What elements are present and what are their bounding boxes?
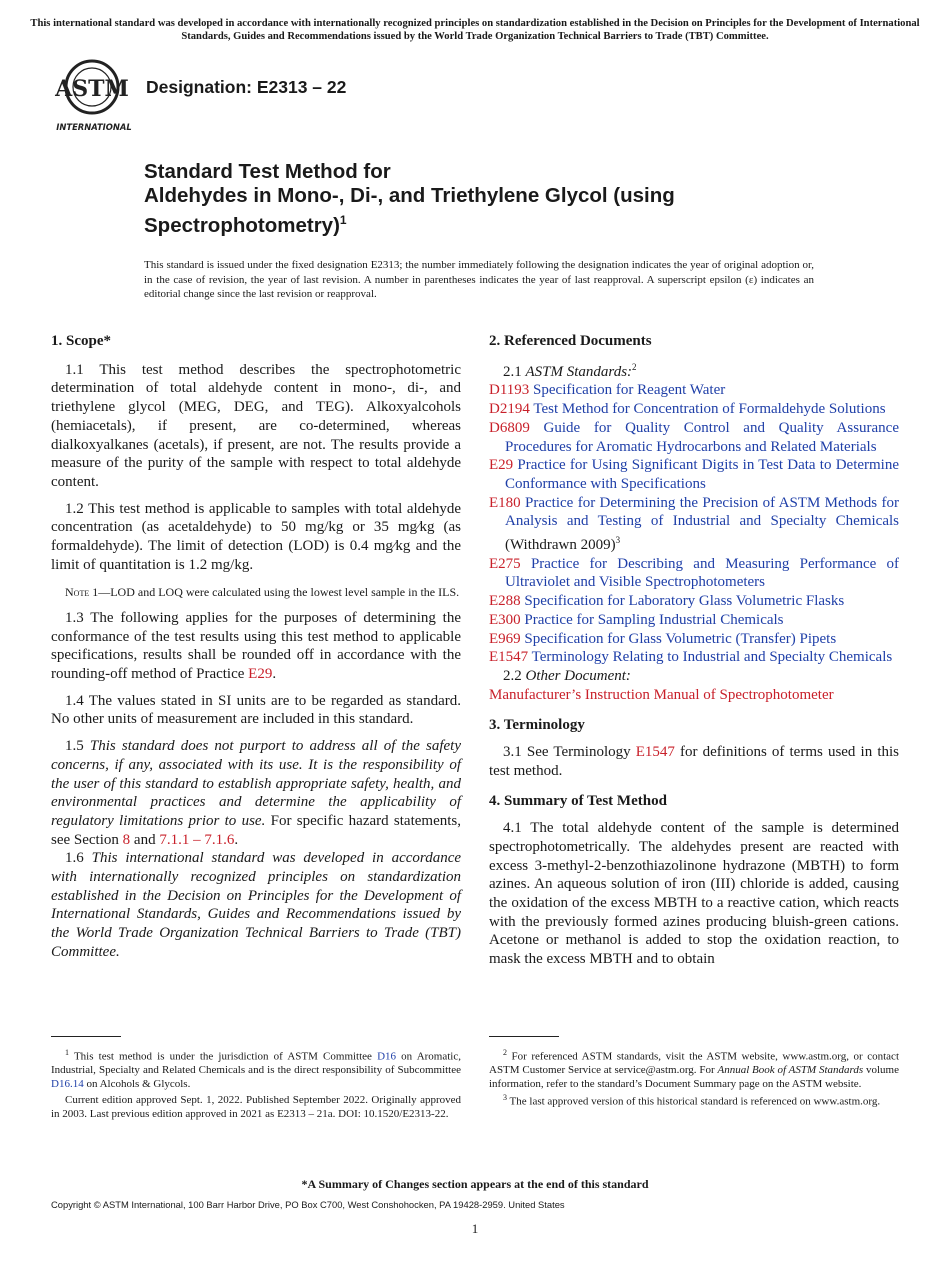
link-e29[interactable]: E29 [248, 666, 273, 683]
astm-logo [52, 55, 136, 133]
scope-1-3-text: 1.3 The following applies for the purposes of determining the conformance of the test results using this test method to applicable specifications, results shall be rounded off in accordance with the rounding-off method of Practice [51, 609, 461, 683]
ref-code[interactable]: D2194 [489, 401, 530, 418]
fn1-text: This test method is under the jurisdiction of ASTM Committee [69, 1050, 378, 1063]
fn2-text: For referenced ASTM standards, visit the ASTM website, www.astm.org, or contact ASTM Customer Service at service@astm.org. For [489, 1050, 899, 1077]
ref-title[interactable]: Specification for Reagent Water [533, 382, 726, 399]
term-3-1-text: 3.1 See Terminology [503, 744, 636, 761]
note-1 [51, 585, 461, 600]
ref-item[interactable] [489, 494, 899, 555]
fn2-end: volume information, refer to the standard’s Document Summary page on the ASTM website. [489, 1064, 899, 1090]
ref-code[interactable]: D1193 [489, 382, 530, 399]
fn3-sup: 3 [503, 1093, 507, 1103]
term-3-1-end: for definitions of terms used in this test method. [489, 744, 899, 779]
referenced-heading: 2. Referenced Documents [489, 333, 652, 349]
scope-1-5 [51, 737, 461, 849]
ref-item[interactable] [489, 630, 899, 649]
ref-item[interactable] [489, 611, 899, 630]
ref-extra: (Withdrawn 2009) [505, 537, 616, 554]
summary-heading: 4. Summary of Test Method [489, 793, 667, 810]
ref-code[interactable]: E29 [489, 457, 514, 474]
ref-item[interactable] [489, 381, 899, 400]
page-number: 1 [471, 1221, 479, 1236]
link-section-8[interactable]: 8 [122, 831, 131, 848]
scope-1-2: 1.2 This test method is applicable to samples with total aldehyde concentration (as acetaldehyde) to 50 mg/kg or 35 mg⁄kg (as formaldehyde). The limit of detection (LOD) is 0.4 mg⁄kg and the limit of quantitation is 1.2 mg/kg. [51, 500, 461, 573]
note-label: Note 1 [65, 585, 99, 600]
ref-item[interactable] [489, 456, 899, 493]
logo-word: INTERNATIONAL [56, 122, 132, 132]
referenced-2-1 [489, 358, 899, 382]
ref-code[interactable]: E1547 [489, 649, 529, 666]
left-column [51, 332, 461, 962]
ref-code[interactable]: E275 [489, 555, 521, 572]
ref-title[interactable]: Test Method for Concentration of Formaldehyde Solutions [533, 401, 886, 418]
ref-title[interactable]: Guide for Quality Control and Quality Assurance Procedures for Aromatic Hydrocarbons and Related Materials [505, 419, 899, 455]
title-footnote-ref[interactable]: 1 [339, 213, 347, 227]
title-line-2: Aldehydes in Mono-, Di-, and Triethylene Glycol (using Spectrophotometry) [144, 184, 675, 237]
scope-1-5-italic: This standard does not purport to address all of the safety concerns, if any, associated with its use. It is the responsibility of the user of this standard to establish appropriate safety, health, and environmental practices and determine the applicability of regulatory limitations prior to use. [51, 738, 462, 829]
scope-1-5-end: . [234, 831, 239, 848]
ref-code[interactable]: E288 [489, 593, 521, 610]
footnotes-right [489, 1046, 899, 1109]
fn2-sup: 2 [503, 1048, 507, 1057]
fn2-italic: Annual Book of ASTM Standards [717, 1064, 864, 1077]
footnote-3 [489, 1091, 899, 1109]
scope-1-3-end: . [272, 666, 277, 683]
right-column [489, 332, 899, 969]
ref-2-1-sup[interactable]: 2 [632, 361, 637, 372]
ref-title[interactable]: Practice for Sampling Industrial Chemicals [524, 611, 784, 628]
ref-2-2-label: Other Document: [525, 667, 631, 684]
link-7-1-1[interactable]: 7.1.1 – 7.1.6 [159, 831, 235, 848]
ref-item[interactable] [489, 648, 899, 667]
scope-1-1: 1.1 This test method describes the spectrophotometric determination of total aldehyde content in mono-, di-, and triethylene glycol (MEG, DEG, and TEG). Alkoxyalcohols (hemiacetals), if present, are co-determined, whereas dialkoxyalkanes (acetals), if present, are not. The results provide a measure of the purity of the sample with respect to total aldehyde content. [51, 361, 461, 490]
ref-title[interactable]: Specification for Glass Volumetric (Transfer) Pipets [524, 630, 837, 647]
designation: Designation: E2313 – 22 [146, 77, 347, 97]
ref-item[interactable] [489, 419, 899, 456]
ref-title[interactable]: Specification for Laboratory Glass Volumetric Flasks [524, 593, 845, 610]
ref-2-1-label: ASTM Standards: [525, 363, 633, 380]
fn1-sup: 1 [65, 1048, 69, 1057]
top-note: This international standard was developed in accordance with internationally recognized principles on standardization established in the Decision on Principles for the Development of International Standards, Guides and Recommendations issued by the World Trade Organization Technical Barriers to Trade (TBT) Committee. [30, 18, 920, 42]
fn1-mid: on Aromatic, Industrial, Specialty and Related Chemicals and is the direct responsibility of Subcommittee [51, 1050, 461, 1077]
fn3-text: The last approved version of this historical standard is referenced on www.astm.org. [507, 1095, 881, 1108]
link-d16-14[interactable]: D16.14 [51, 1077, 84, 1090]
scope-heading: 1. Scope* [51, 333, 111, 349]
other-document-link[interactable]: Manufacturer’s Instruction Manual of Spectrophotometer [489, 686, 834, 703]
ref-item[interactable] [489, 555, 899, 592]
summary-4-1: 4.1 The total aldehyde content of the sample is determined spectrophotometrically. The aldehydes present are reacted with excess 3-methyl-2-benzothiazolinone hydrazone (MBTH) to form azines. An aqueous solution of iron (III) chloride is added, causing the oxidation of the excess MBTH to a reactive cation, which reacts with the previously formed azines producing bluish-green cations. Acetone or methanol is added to stop the oxidation reaction, to mask the excess MBTH and to obtain [489, 820, 899, 968]
link-d16[interactable]: D16 [377, 1050, 397, 1063]
logo-letters: ASTM [55, 76, 129, 102]
referenced-2-2 [489, 667, 899, 686]
page-title [144, 160, 864, 238]
terminology-heading: 3. Terminology [489, 717, 585, 734]
scope-1-5-num: 1.5 [65, 738, 90, 755]
scope-1-4: 1.4 The values stated in SI units are to be regarded as standard. No other units of measurement are included in this standard. [51, 692, 461, 728]
ref-title[interactable]: Practice for Describing and Measuring Performance of Ultraviolet and Visible Spectrophotometers [505, 555, 900, 591]
ref-title[interactable]: Practice for Using Significant Digits in Test Data to Determine Conformance with Specifications [505, 457, 900, 492]
ref-title[interactable]: Terminology Relating to Industrial and Specialty Chemicals [531, 649, 893, 666]
ref-code[interactable]: E969 [489, 630, 521, 647]
footnote-rule-right [489, 1036, 559, 1037]
ref-code[interactable]: D6809 [489, 419, 530, 436]
footnotes-left [51, 1046, 461, 1121]
footnote-1-current: Current edition approved Sept. 1, 2022. Published September 2022. Originally approved in 2003. Last previous edition approved in 2021 as E2313 – 21a. DOI: 10.1520/E2313-22. [51, 1094, 461, 1120]
terminology-3-1 [489, 743, 899, 780]
scope-1-5-text: For specific hazard statements, see Section [51, 812, 461, 848]
note-text: —LOD and LOQ were calculated using the lowest level sample in the ILS. [98, 585, 460, 600]
ref-2-1-num: 2.1 [503, 363, 526, 380]
ref-item[interactable] [489, 400, 899, 419]
copyright: Copyright © ASTM International, 100 Barr Harbor Drive, PO Box C700, West Conshohocken, PA 19428-2959. United States [51, 1199, 565, 1210]
issued-statement: This standard is issued under the fixed designation E2313; the number immediately following the designation indicates the year of original adoption or, in the case of revision, the year of last revision. A number in parentheses indicates the year of last reapproval. A superscript epsilon (ε) indicates an editorial change since the last revision or reapproval. [144, 259, 814, 300]
summary-of-changes-note: *A Summary of Changes section appears at the end of this standard [301, 1177, 649, 1191]
scope-1-6-italic: This international standard was developed in accordance with internationally recognized principles on standardization established in the Decision on Principles for the Development of International Standards, Guides and Recommendations issued by the World Trade Organization Technical Barriers to Trade (TBT) Committee. [51, 850, 462, 960]
fn1-end: on Alcohols & Glycols. [83, 1077, 191, 1090]
link-e1547-term[interactable]: E1547 [635, 744, 675, 761]
ref-footnote-sup[interactable]: 3 [615, 535, 621, 546]
scope-1-6-num: 1.6 [65, 850, 92, 867]
scope-1-3 [51, 609, 461, 684]
footnote-2 [489, 1046, 899, 1091]
ref-item[interactable] [489, 592, 899, 611]
referenced-list [489, 381, 899, 667]
ref-code[interactable]: E300 [489, 611, 521, 628]
footnote-rule-left [51, 1036, 121, 1037]
scope-1-5-and: and [130, 831, 160, 848]
ref-title[interactable]: Practice for Determining the Precision of ASTM Methods for Analysis and Testing of Industrial and Specialty Chemicals [505, 494, 899, 530]
ref-code[interactable]: E180 [489, 494, 521, 511]
ref-2-2-num: 2.2 [503, 667, 526, 684]
scope-1-6 [51, 849, 461, 961]
footnote-1 [51, 1046, 461, 1091]
title-line-1: Standard Test Method for [144, 160, 391, 183]
